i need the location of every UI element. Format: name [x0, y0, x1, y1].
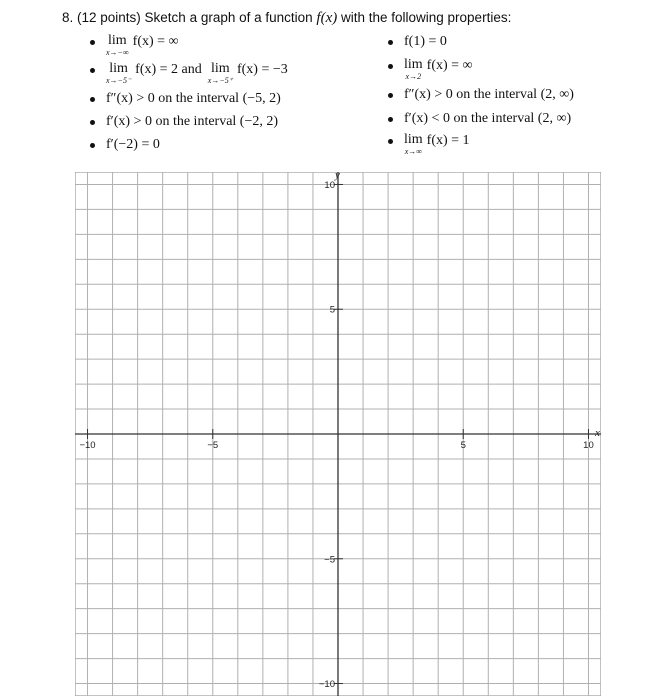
property-right-4 — [388, 110, 571, 127]
property-left-3 — [90, 90, 281, 107]
property-left-5 — [90, 136, 160, 153]
x-tick-label: −5 — [207, 440, 219, 451]
limit-operator: lim x→∞ — [404, 132, 423, 156]
question-title — [62, 10, 511, 27]
bullet — [90, 120, 95, 125]
property-right-5 — [388, 132, 470, 156]
property-text: f(1) = 0 — [404, 34, 447, 49]
bullet — [388, 93, 393, 98]
property-right-3 — [388, 86, 574, 103]
bullet — [388, 117, 393, 122]
y-axis-label: y — [335, 172, 340, 181]
bullet — [388, 64, 393, 69]
property-text: f(x) = ∞ — [426, 58, 473, 73]
bullet — [90, 40, 95, 45]
property-text: f″(x) > 0 on the interval (−5, 2) — [106, 91, 281, 106]
bullet — [90, 97, 95, 102]
x-tick-label: −10 — [79, 440, 96, 451]
property-text: f′(x) < 0 on the interval (2, ∞) — [404, 111, 572, 126]
y-tick-label: 10 — [324, 179, 335, 191]
property-text: f(x) = ∞ — [132, 34, 179, 49]
property-right-1 — [388, 33, 447, 50]
limit-operator: lim x→−5⁻ — [106, 61, 132, 85]
property-text: f(x) = 2 and — [135, 62, 202, 77]
limit-operator: lim x→−5⁺ — [207, 61, 233, 85]
property-text: f(x) = 1 — [426, 133, 470, 148]
bullet — [90, 68, 95, 73]
property-left-4 — [90, 113, 278, 130]
y-tick-label: −5 — [324, 554, 335, 566]
y-tick-label: −10 — [318, 679, 335, 691]
bullet — [388, 40, 393, 45]
bullet — [388, 139, 393, 144]
property-right-2 — [388, 57, 473, 81]
question-prefix: 8. (12 points) Sketch a graph of a function — [62, 10, 317, 25]
coordinate-grid — [75, 172, 601, 696]
x-tick-label: 5 — [460, 440, 466, 451]
property-left-1 — [90, 33, 179, 57]
limit-operator: lim x→2 — [404, 57, 423, 81]
property-text: f(x) = −3 — [236, 62, 288, 77]
bullet — [90, 143, 95, 148]
x-tick-label: 10 — [583, 440, 594, 451]
limit-operator: lim x→−∞ — [106, 33, 129, 57]
question-suffix: with the following properties: — [337, 10, 512, 25]
property-text: f″(x) > 0 on the interval (2, ∞) — [404, 87, 574, 102]
x-axis-label: x — [595, 427, 600, 439]
property-text: f′(−2) = 0 — [106, 137, 160, 152]
y-tick-label: 5 — [329, 304, 335, 316]
property-left-2 — [90, 61, 288, 85]
property-text: f′(x) > 0 on the interval (−2, 2) — [106, 114, 279, 129]
function-symbol: f(x) — [316, 10, 338, 26]
